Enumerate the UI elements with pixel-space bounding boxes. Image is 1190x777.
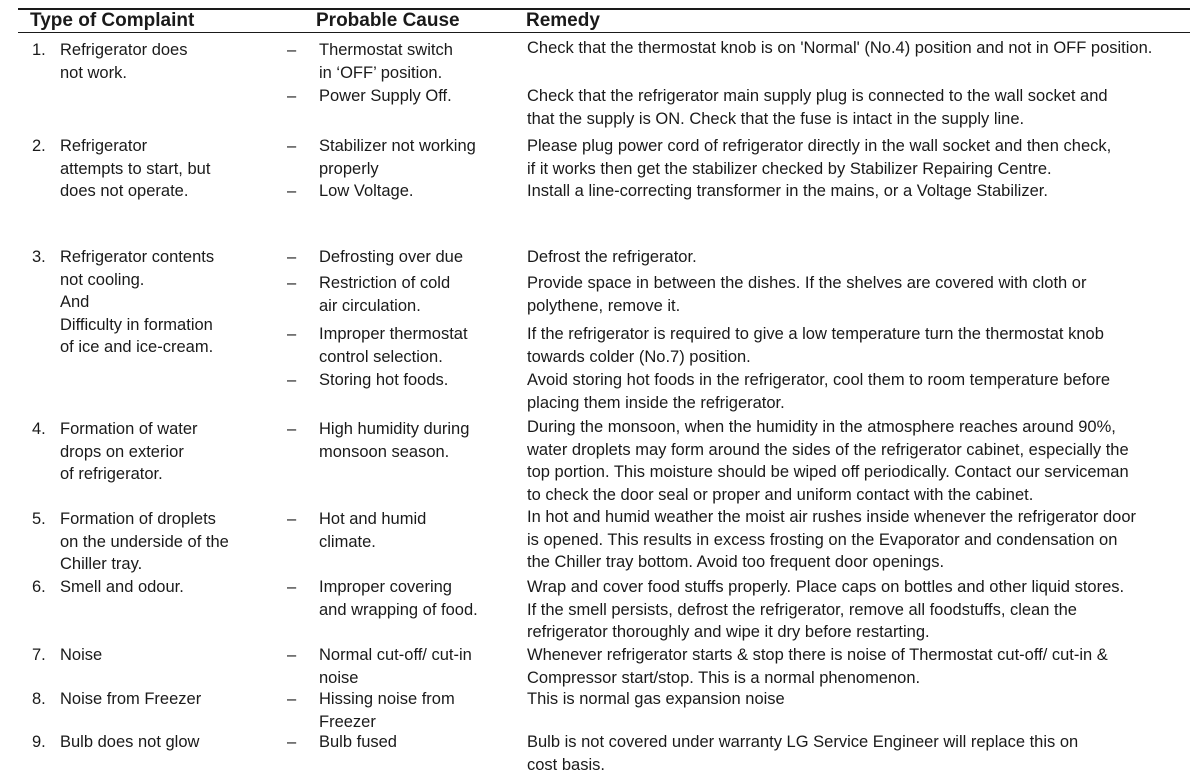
complaint-text: of ice and ice-cream. <box>60 338 214 356</box>
complaint-text: Chiller tray. <box>60 555 143 573</box>
probable-cause-text: Low Voltage. <box>319 182 414 200</box>
cause-dash: – <box>287 578 297 596</box>
cause-dash: – <box>287 371 297 389</box>
complaint-text: Noise <box>60 646 103 664</box>
remedy-text: In hot and humid weather the moist air rushes inside whenever the refrigerator door <box>527 508 1136 526</box>
probable-cause-text: Bulb fused <box>319 733 397 751</box>
remedy-text: Check that the thermostat knob is on 'Normal' (No.4) position and not in OFF position. <box>527 39 1153 57</box>
cause-dash: – <box>287 510 297 528</box>
cause-dash: – <box>287 420 297 438</box>
complaint-number: 5. <box>32 510 46 528</box>
probable-cause-text: monsoon season. <box>319 442 450 461</box>
remedy-text: Compressor start/stop. This is a normal phenomenon. <box>527 668 921 687</box>
probable-cause-text: Hot and humid <box>319 510 427 528</box>
complaint-text: not work. <box>60 63 127 82</box>
remedy-text: Provide space in between the dishes. If the shelves are covered with cloth or <box>527 274 1087 292</box>
probable-cause-text: Freezer <box>319 712 376 731</box>
complaint-text: drops on exterior <box>60 442 184 461</box>
remedy-text: if it works then get the stabilizer checked by Stabilizer Repairing Centre. <box>527 159 1052 178</box>
cause-dash: – <box>287 690 297 708</box>
remedy-text: Install a line-correcting transformer in the mains, or a Voltage Stabilizer. <box>527 182 1048 200</box>
probable-cause-text: noise <box>319 668 359 687</box>
header-complaint: Type of Complaint <box>30 10 195 31</box>
complaint-number: 3. <box>32 248 46 266</box>
remedy-text: refrigerator thoroughly and wipe it dry before restarting. <box>527 623 930 641</box>
cause-dash: – <box>287 182 297 200</box>
probable-cause-text: Improper covering <box>319 578 452 596</box>
cause-dash: – <box>287 274 297 292</box>
complaint-text: Bulb does not glow <box>60 733 200 751</box>
remedy-text: top portion. This moisture should be wiped off periodically. Contact our serviceman <box>527 463 1129 481</box>
complaint-text: Refrigerator <box>60 137 148 155</box>
probable-cause-text: control selection. <box>319 347 443 366</box>
header-remedy: Remedy <box>526 10 600 31</box>
remedy-text: During the monsoon, when the humidity in the atmosphere reaches around 90%, <box>527 418 1116 436</box>
probable-cause-text: climate. <box>319 532 376 551</box>
cause-dash: – <box>287 733 297 751</box>
cause-dash: – <box>287 41 297 59</box>
remedy-text: placing them inside the refrigerator. <box>527 393 785 412</box>
remedy-text: Whenever refrigerator starts & stop there is noise of Thermostat cut-off/ cut-in & <box>527 646 1108 664</box>
remedy-text: is opened. This results in excess frosting on the Evaporator and condensation on <box>527 530 1118 549</box>
remedy-text: polythene, remove it. <box>527 296 681 315</box>
remedy-text: towards colder (No.7) position. <box>527 347 751 366</box>
complaint-number: 4. <box>32 420 46 438</box>
complaint-text: Formation of water <box>60 420 198 438</box>
probable-cause-text: Stabilizer not working <box>319 137 476 155</box>
complaint-number: 2. <box>32 137 46 155</box>
complaint-text: not cooling. <box>60 270 145 289</box>
remedy-text: cost basis. <box>527 755 605 774</box>
complaint-number: 9. <box>32 733 46 751</box>
probable-cause-text: High humidity during <box>319 420 470 438</box>
complaint-text: on the underside of the <box>60 532 229 551</box>
probable-cause-text: in ‘OFF’ position. <box>319 63 443 82</box>
complaint-number: 8. <box>32 690 46 708</box>
remedy-text: Check that the refrigerator main supply plug is connected to the wall socket and <box>527 87 1108 105</box>
complaint-number: 6. <box>32 578 46 596</box>
complaint-text: And <box>60 293 90 311</box>
cause-dash: – <box>287 325 297 343</box>
remedy-text: Please plug power cord of refrigerator directly in the wall socket and then check, <box>527 137 1112 155</box>
cause-dash: – <box>287 646 297 664</box>
remedy-text: Bulb is not covered under warranty LG Service Engineer will replace this on <box>527 733 1079 751</box>
complaint-text: of refrigerator. <box>60 465 163 483</box>
probable-cause-text: and wrapping of food. <box>319 600 478 619</box>
complaint-text: attempts to start, but <box>60 159 211 178</box>
remedy-text: This is normal gas expansion noise <box>527 690 785 708</box>
probable-cause-text: Hissing noise from <box>319 690 455 708</box>
remedy-text: If the refrigerator is required to give a low temperature turn the thermostat knob <box>527 325 1104 343</box>
cause-dash: – <box>287 87 297 105</box>
probable-cause-text: Thermostat switch <box>319 41 453 59</box>
remedy-text: the Chiller tray bottom. Avoid too frequent door openings. <box>527 553 945 571</box>
remedy-text: to check the door seal or proper and uniform contact with the cabinet. <box>527 485 1034 504</box>
complaint-text: Refrigerator contents <box>60 248 215 266</box>
header-cause: Probable Cause <box>316 10 460 31</box>
probable-cause-text: Power Supply Off. <box>319 87 452 105</box>
probable-cause-text: Improper thermostat <box>319 325 468 343</box>
remedy-text: water droplets may form around the sides of the refrigerator cabinet, especially the <box>527 440 1129 459</box>
complaint-number: 7. <box>32 646 46 664</box>
probable-cause-text: properly <box>319 159 379 178</box>
complaint-number: 1. <box>32 41 46 59</box>
probable-cause-text: Normal cut-off/ cut-in <box>319 646 472 664</box>
probable-cause-text: Defrosting over due <box>319 248 463 266</box>
complaint-text: Noise from Freezer <box>60 690 202 708</box>
header-bottom-rule <box>18 32 1190 33</box>
complaint-text: Formation of droplets <box>60 510 216 528</box>
remedy-text: Defrost the refrigerator. <box>527 248 697 266</box>
remedy-text: that the supply is ON. Check that the fuse is intact in the supply line. <box>527 109 1025 128</box>
cause-dash: – <box>287 248 297 266</box>
remedy-text: If the smell persists, defrost the refrigerator, remove all foodstuffs, clean the <box>527 600 1077 619</box>
complaint-text: Smell and odour. <box>60 578 184 596</box>
probable-cause-text: Restriction of cold <box>319 274 451 292</box>
complaint-text: does not operate. <box>60 182 189 200</box>
probable-cause-text: Storing hot foods. <box>319 371 449 389</box>
probable-cause-text: air circulation. <box>319 296 421 315</box>
remedy-text: Wrap and cover food stuffs properly. Place caps on bottles and other liquid stores. <box>527 578 1125 596</box>
complaint-text: Refrigerator does <box>60 41 188 59</box>
remedy-text: Avoid storing hot foods in the refrigerator, cool them to room temperature before <box>527 371 1111 389</box>
complaint-text: Difficulty in formation <box>60 315 213 334</box>
cause-dash: – <box>287 137 297 155</box>
